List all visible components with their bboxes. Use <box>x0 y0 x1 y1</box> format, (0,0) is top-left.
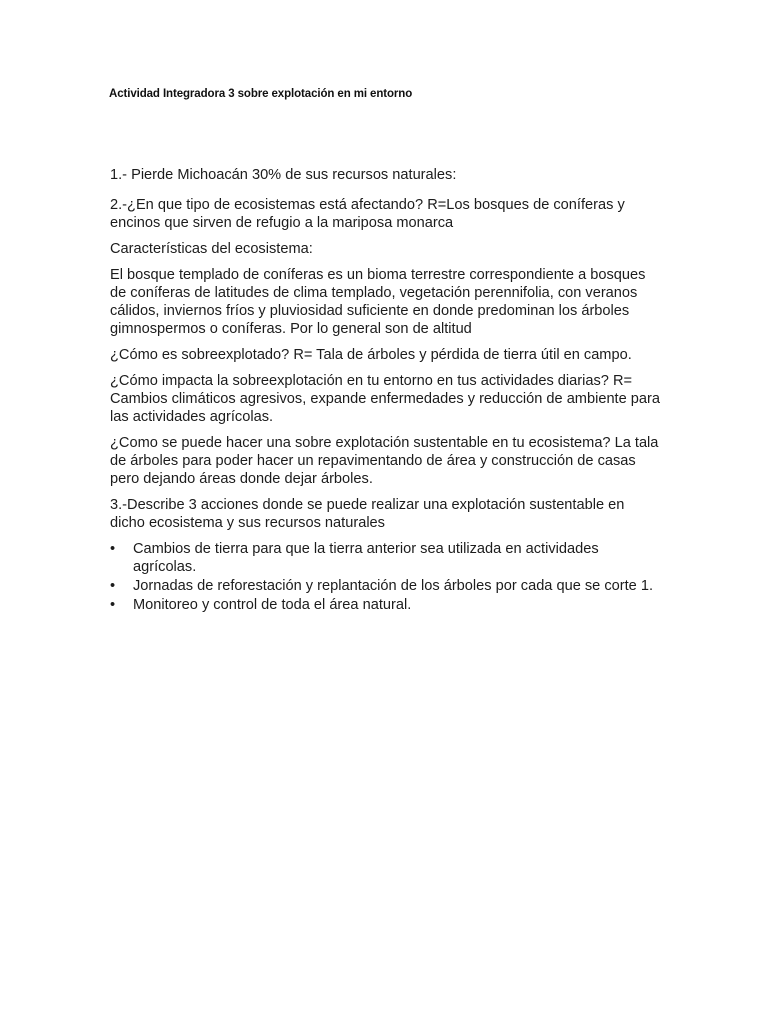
list-item <box>110 577 660 595</box>
document-title: Actividad Integradora 3 sobre explotación en mi entorno <box>109 88 413 100</box>
paragraph-ecosystem-description: El bosque templado de coníferas es un bioma terrestre correspondiente a bosques de coníferas de latitudes de clima templado, vegetación perennifolia, con veranos cálidos, inviernos fríos y pluviosidad suficiente en donde predominan los árboles gimnospermos o coníferas. Por lo general son de altitud <box>110 267 646 337</box>
list-item-text: Monitoreo y control de toda el área natural. <box>133 597 412 613</box>
document-body <box>110 166 660 615</box>
bullet-icon: • <box>110 578 116 594</box>
list-item <box>110 540 660 576</box>
list-item-text: Cambios de tierra para que la tierra anterior sea utilizada en actividades agrícolas. <box>133 541 599 575</box>
bullet-icon: • <box>110 541 116 557</box>
paragraph-ecosystem-heading: Características del ecosistema: <box>110 241 313 257</box>
list-item <box>110 596 660 614</box>
list-item-text: Jornadas de reforestación y replantación de los árboles por cada que se corte 1. <box>133 578 654 594</box>
paragraph-question-1: 1.- Pierde Michoacán 30% de sus recursos naturales: <box>110 167 457 183</box>
paragraph-question-2: 2.-¿En que tipo de ecosistemas está afectando? R=Los bosques de coníferas y encinos que sirven de refugio a la mariposa monarca <box>110 197 625 231</box>
paragraph-impact: ¿Cómo impacta la sobreexplotación en tu entorno en tus actividades diarias? R= Cambios climáticos agresivos, expande enfermedades y reducción de ambiente para las actividades agrícolas. <box>110 373 660 425</box>
actions-list <box>110 540 660 614</box>
paragraph-sustainable: ¿Como se puede hacer una sobre explotación sustentable en tu ecosistema? La tala de árboles para poder hacer un repavimentando de área y construcción de casas pero dejando áreas donde dejar árboles. <box>110 435 659 487</box>
paragraph-question-3: 3.-Describe 3 acciones donde se puede realizar una explotación sustentable en dicho ecosistema y sus recursos naturales <box>110 497 625 531</box>
bullet-icon: • <box>110 597 116 613</box>
paragraph-overexploitation: ¿Cómo es sobreexplotado? R= Tala de árboles y pérdida de tierra útil en campo. <box>110 347 632 363</box>
